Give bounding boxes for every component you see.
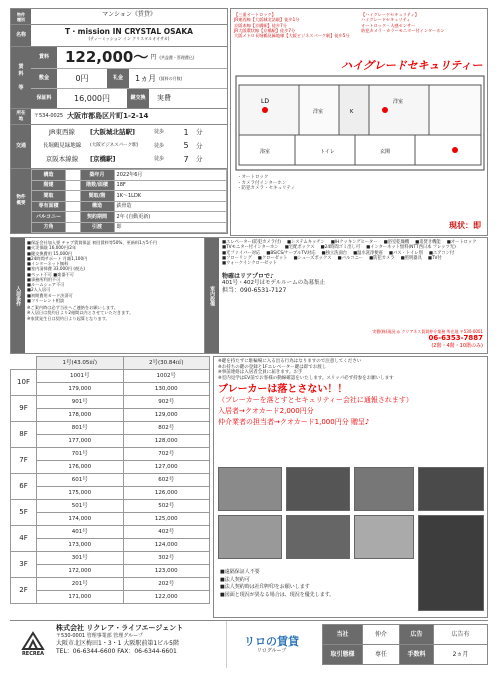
reikin-note: (賃料の月数) <box>159 76 183 81</box>
table-row <box>11 474 210 487</box>
reikin-label: 礼金 <box>107 69 129 88</box>
equipment-item: ■システムキッチン <box>286 240 325 245</box>
room-price: 129,000 <box>123 409 210 422</box>
col2-header: 2号(30.84㎡) <box>123 357 210 370</box>
table-row <box>11 552 210 565</box>
equipment-item: ■温水洗浄便座 <box>353 250 383 256</box>
condition-note: ※ご案内時は必ず当社へご連絡をお願いします。 <box>27 305 119 310</box>
floor-label: 10F <box>11 370 37 396</box>
floor-label: 8F <box>11 422 37 448</box>
room-number: 502号 <box>123 500 210 513</box>
table-row <box>11 448 210 461</box>
address-label: 所在 地 <box>11 109 31 124</box>
floor-label: 2F <box>11 578 37 604</box>
note-item: ※事前連絡は入居者全員に届きます。お手 <box>218 370 303 376</box>
equipment-item: ■クローゼット <box>257 256 288 262</box>
breaker-title: ブレーカーは落とさない！！ <box>218 383 348 395</box>
equipment-item: ■BS/CS/ケーブルTV対応 <box>266 250 316 256</box>
notes-bottom <box>220 569 334 599</box>
condition-item: ■事務所利用不可 <box>27 276 61 282</box>
table-row <box>11 539 210 552</box>
security-notes: ・オートロック ・カメラ付インターホン ・防犯カメラ・セキュリティ <box>237 175 296 192</box>
equipment-item: ■バルコニー <box>337 256 364 262</box>
room-number: 702号 <box>123 448 210 461</box>
rent-note: (共益費・管理費込) <box>159 55 195 60</box>
brand-logo: リロの賃貸 リログループ <box>226 621 316 668</box>
room-price: 179,000 <box>37 383 124 396</box>
room-price: 178,000 <box>37 409 124 422</box>
floor-label: 4F <box>11 526 37 552</box>
equipment-item: ■浴室乾燥機 <box>383 240 410 245</box>
key-label: 鍵交換 <box>127 89 149 108</box>
table-row <box>11 565 210 578</box>
table-row <box>11 435 210 448</box>
photo-room <box>354 467 414 511</box>
room-number: 701号 <box>37 448 124 461</box>
property-type: マンション《賃貸》 <box>102 11 156 18</box>
svg-text:トイレ: トイレ <box>320 149 335 155</box>
table-row <box>11 383 210 396</box>
notes-top <box>214 357 487 384</box>
table-row <box>11 526 210 539</box>
condition-item: ■24時間サポート 月額1,100円 <box>27 255 88 261</box>
table-row <box>11 591 210 604</box>
room-price: 123,000 <box>123 565 210 578</box>
note-item: ■遠隔保証人不要 <box>220 569 260 575</box>
spec-label: 物件 概要 <box>11 169 31 233</box>
svg-text:洋室: 洋室 <box>393 99 404 105</box>
svg-text:浴室: 浴室 <box>260 149 271 155</box>
conditions-list <box>25 238 205 353</box>
equipment-item: ■24時間ゴミ出し可 <box>320 245 361 251</box>
table-row <box>11 370 210 383</box>
table-row <box>11 409 210 422</box>
equipment-item: ■ウォークインクローゼット <box>222 261 277 267</box>
access-row: JR東西線 [大阪城北詰駅] 徒歩 1 分 <box>49 127 203 137</box>
equipment-item: ■オートロック <box>446 240 477 245</box>
spec-row: 構造 築年月 2022年6月 <box>32 170 227 181</box>
spec-row: 階建 階数/面積 18F <box>32 180 227 191</box>
equipment-item: ■エレベーター(防犯カメラ付) <box>222 240 281 245</box>
features-panel <box>230 8 488 236</box>
reikin-value: 1ヵ月 <box>135 73 157 83</box>
photo-washroom <box>354 515 414 559</box>
type-label-cell: 物件 種別 <box>11 9 31 24</box>
condition-item: ■保証会社加入要 チャブ賃貸保証 初回賃料等50%、更新料1万5千円 <box>27 240 158 245</box>
condition-item: ■ペット不可 ■楽器不可 <box>27 271 74 277</box>
property-info <box>10 8 228 234</box>
room-price-table <box>10 356 210 618</box>
note-item: ■法人契約時は社印押印をお願いします <box>220 584 310 590</box>
recrea-logo-icon <box>21 631 45 651</box>
equipment-list <box>219 238 487 353</box>
spec-row: バルコニー 契約期間 2年 (自動更新) <box>32 212 227 223</box>
equipment-item: ■バス・トイレ別 <box>388 250 423 256</box>
equipment-item: ■フローリング <box>222 256 252 262</box>
photo-kitchen <box>218 467 282 511</box>
immediate-label: 現状：即 <box>449 221 481 230</box>
features-right: 【ハイグレードセキュリティ】 ハイグレードセキュリティ オートロック・人感センサー 防犯カメラ・カラーモニター付インターホン <box>361 12 445 33</box>
photo-living <box>286 467 350 511</box>
floor-label: 3F <box>11 552 37 578</box>
room-price: 174,000 <box>37 513 124 526</box>
conditions-equipment <box>10 237 488 354</box>
room-price: 126,000 <box>123 487 210 500</box>
col1-header: 1号(43.05㎡) <box>37 357 124 370</box>
floor-label: 9F <box>11 396 37 422</box>
spec-row: 方角 引渡 即 <box>32 222 227 233</box>
room-number: 602号 <box>123 474 210 487</box>
property-name-kana: (ティーミッション イン クリスタルオオサカ) <box>88 36 170 42</box>
table-row <box>11 422 210 435</box>
condition-item: ■火災保険 16,000円/2年 <box>27 245 77 251</box>
condition-note: ※家賃発生日は契約日より起算となります。 <box>27 315 110 321</box>
breaker-note: （ブレーカーを落とすとセキュリティー会社に通報されます） <box>218 396 413 404</box>
equipment-item: ■防犯カメラ <box>369 256 395 262</box>
room-number: 401号 <box>37 526 124 539</box>
price-label: 賃 料 等 <box>11 47 31 108</box>
note-item: ※鍵を持たずに駐輪場に入る出る行為はなりますので注意してください <box>218 359 362 364</box>
equipment-item: ■光ファイバー対応 <box>222 250 261 256</box>
table-row <box>11 578 210 591</box>
room-price: 175,000 <box>37 487 124 500</box>
access-row: 長堀鶴見緑地線 (大阪ビジネスパーク駅) 徒歩 5 分 <box>42 141 203 150</box>
room-number: 402号 <box>123 526 210 539</box>
room-number: 202号 <box>123 578 210 591</box>
equipment-item: ■IHクッキングヒーター <box>330 240 378 245</box>
floor-label: 6F <box>11 474 37 500</box>
room-number: 901号 <box>37 396 124 409</box>
room-number: 501号 <box>37 500 124 513</box>
floor-label: 7F <box>11 448 37 474</box>
room-number: 801号 <box>37 422 124 435</box>
deal-grid: 当社 仲介 広告 広告有 取引態様 専任 手数料 2ヵ月 <box>322 624 488 665</box>
notes-photos <box>213 356 488 618</box>
contact-title: 物確はリアプロで♪ <box>222 272 274 280</box>
note-item: ■図面と現況が異なる場合は、現況を優先します。 <box>220 591 335 598</box>
condition-item: ■インターネット無料 <box>27 261 69 266</box>
note-item: ■法人契約可 <box>220 576 250 583</box>
equipment-item: ■インターネット無料(NTT西日本 フレッツ光) <box>366 245 456 251</box>
note-item: ※室内見学はEV前でお客様の動線確認をいたします。スリッパ必ず持参をお願いします <box>218 375 394 381</box>
equipment-item: ■宅配ボックス <box>284 245 315 251</box>
equipment-item: ■エアコン付 <box>428 250 455 256</box>
access-label: 交通 <box>11 125 31 168</box>
access-row: 京阪本線線 [京橋駅] 徒歩 7 分 <box>45 154 203 164</box>
rent-label: 賃料 <box>31 47 57 68</box>
table-row <box>11 396 210 409</box>
name-label: 名称 <box>11 25 31 46</box>
room-number: 1001号 <box>37 370 124 383</box>
room-price: 128,000 <box>123 435 210 448</box>
property-name: T・mission IN CRYSTAL OSAKA <box>65 27 193 36</box>
room-price: 176,000 <box>37 461 124 474</box>
rent-unit: 円 <box>150 53 157 61</box>
condition-item: ■初期費用カード決済可 <box>27 292 73 298</box>
room-price: 122,000 <box>123 591 210 604</box>
svg-text:洋室: 洋室 <box>313 109 324 115</box>
photo-toilet <box>286 515 350 559</box>
table-row <box>11 500 210 513</box>
condition-item: ■2人入居可 <box>27 287 51 293</box>
table-row <box>11 487 210 500</box>
quo1: 入居者→クオカード2,000円分 <box>218 406 314 415</box>
room-number: 802号 <box>123 422 210 435</box>
equipment-item: ■追焚き機能 <box>415 240 441 245</box>
room-number: 601号 <box>37 474 124 487</box>
condition-note: ※入居日は契約日より2週間以内とさせていただきます。 <box>27 310 134 316</box>
company-info: 株式会社 リクレア・ライフエージェント 〒530-0001 管理事業部 管理グループ 大阪市北区梅田1・3・1 大阪駅前第1ビル5階 TEL：06-6344-6600 FAX：06-6344-6601 <box>56 624 184 656</box>
condition-item: ■フリーレント相談 <box>27 297 65 303</box>
agent-box: 実費(株)現況 ◎ クリアネス賃貸仲介業務 所在地 〒530-0001 06-6353-7887 (2階・4階・10階のみ) <box>372 329 483 349</box>
spec-row: 間取 間取/階 1K〜1LDK <box>32 191 227 202</box>
room-number: 201号 <box>37 578 124 591</box>
guarantee-fee-value: 16,000円 <box>74 93 110 103</box>
guarantee-fee-label: 保証料 <box>31 89 57 108</box>
address-text: 大阪市都島区片町1-2-14 <box>67 112 149 121</box>
recrea-logo: RECREA <box>10 621 56 668</box>
floor-label: 5F <box>11 500 37 526</box>
equipment-item: ■シューズボックス <box>293 256 332 262</box>
photo-exterior <box>418 515 484 611</box>
contact-line: 401号・402号はモデルルームの為募集止 <box>222 280 326 287</box>
address-zip: 〒534-0025 <box>34 113 64 120</box>
contact-tel: 担当：090-6531-7127 <box>222 287 287 295</box>
room-number: 1002号 <box>123 370 210 383</box>
equipment-item: ■独立洗面台 <box>321 250 348 256</box>
equipment-item: ■照明器具 <box>400 256 422 262</box>
equipment-item: ■TVモニター付インターホン <box>222 245 279 251</box>
condition-item: ■鍵交換費用 15,000円 <box>27 250 73 256</box>
room-price: 172,000 <box>37 565 124 578</box>
equipment-item: ■TV付 <box>427 256 442 262</box>
conditions-label: 入居条件 <box>11 238 25 353</box>
room-price: 177,000 <box>37 435 124 448</box>
equipment-label: 室内設備 <box>205 238 219 353</box>
table-row <box>11 513 210 526</box>
photo-entrance <box>418 467 484 511</box>
room-price: 130,000 <box>123 383 210 396</box>
room-number: 301号 <box>37 552 124 565</box>
deposit-label: 敷金 <box>31 69 57 88</box>
note-item: ※お持ちの鍵の登録と1Fエレベーター鍵は即でお渡し <box>218 364 327 370</box>
svg-text:K: K <box>350 109 354 115</box>
table-row <box>11 461 210 474</box>
quo-line: 仲介業者の担当者→クオカード1,000円分 贈呈♪ <box>218 417 370 426</box>
svg-text:LD: LD <box>261 98 269 105</box>
condition-item: ■室内清掃費 33,000円 (税込) <box>27 266 86 272</box>
room-price: 124,000 <box>123 539 210 552</box>
rent-value: 122,000〜 <box>65 48 149 67</box>
room-price: 171,000 <box>37 591 124 604</box>
floor-plan <box>235 75 485 171</box>
room-price: 173,000 <box>37 539 124 552</box>
room-number: 302号 <box>123 552 210 565</box>
photo-bath <box>218 515 282 559</box>
security-title: ハイグレードセキュリティー <box>341 59 483 72</box>
room-price: 125,000 <box>123 513 210 526</box>
spec-row: 専有面積 構造 鉄骨造 <box>32 201 227 212</box>
key-value: 実費 <box>157 94 171 103</box>
spec-table <box>31 169 227 233</box>
room-price: 127,000 <box>123 461 210 474</box>
condition-item: ■ルームシェア不可 <box>27 282 65 287</box>
room-number: 902号 <box>123 396 210 409</box>
footer <box>10 620 488 668</box>
deposit-value: 0円 <box>75 73 89 83</box>
features-left: 【三重オートロック】 JR東西線【大阪城北詰駅】徒歩1分 京阪本線【京橋駅】徒歩7分 JR大阪環状線【京橋駅】徒歩7分 大阪メトロ長堀鶴見緑地線【大阪ビジネスパーク駅】徒歩5分 <box>234 12 350 38</box>
svg-text:玄関: 玄関 <box>380 149 391 155</box>
